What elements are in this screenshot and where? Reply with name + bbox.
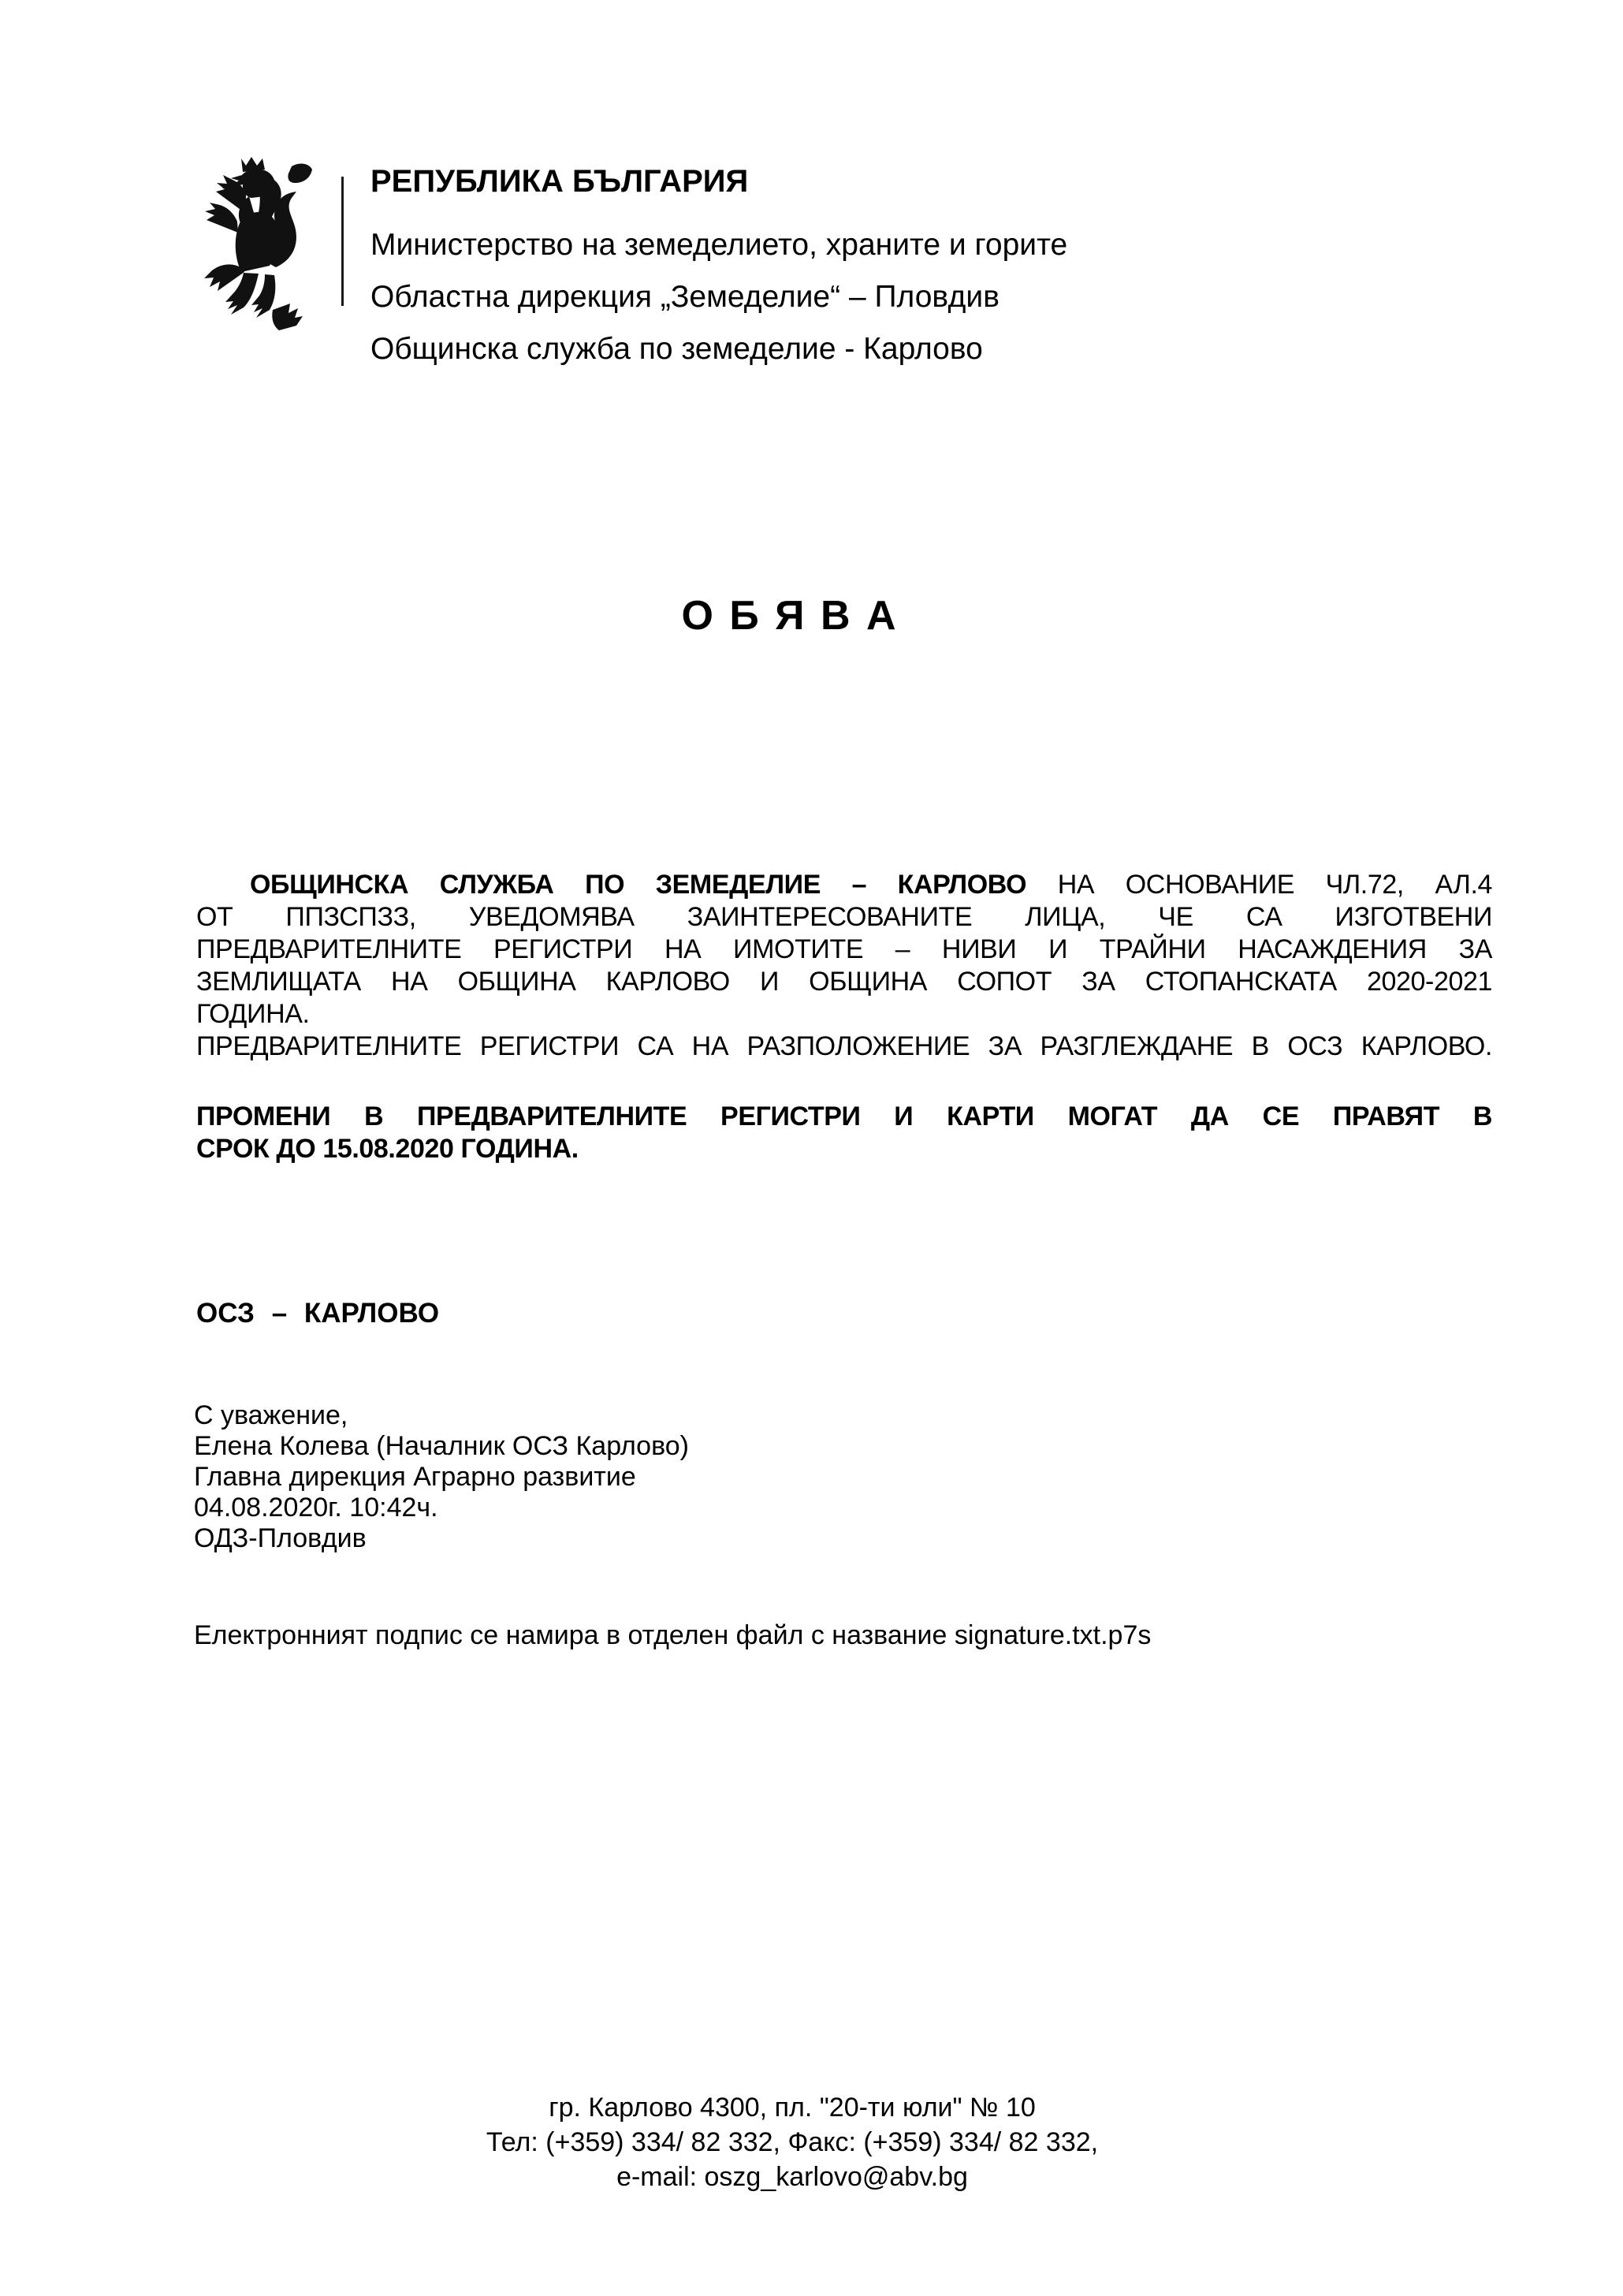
letterhead: [370, 162, 1067, 375]
document-title: О Б Я В А: [681, 593, 897, 639]
esignature-note: Електронният подпис се намира в отделен файл с название signature.txt.p7s: [194, 1620, 1152, 1650]
deadline-notice-paragraph: [196, 1101, 1492, 1165]
municipal-service-line: Общинска служба по земеделие - Карлово: [370, 332, 983, 366]
office-heading: ОСЗ – КАРЛОВО: [196, 1298, 440, 1329]
signer-name: Елена Колева (Началник ОСЗ Карлово): [194, 1431, 690, 1461]
signer-directorate: Главна дирекция Аграрно развитие: [194, 1462, 636, 1492]
header-separator: [341, 177, 344, 306]
signature-block: [194, 1400, 689, 1554]
legal-basis-text: НА ОСНОВАНИЕ ЧЛ.72, АЛ.4: [1026, 870, 1492, 900]
signature-datetime: 04.08.2020г. 10:42ч.: [194, 1493, 438, 1523]
footer-phone-fax: Тел: (+359) 334/ 82 332, Факс: (+359) 334/ 82 332,: [486, 2127, 1099, 2157]
paragraph-line: ГОДИНА.: [196, 999, 310, 1029]
coat-of-arms: [197, 156, 323, 333]
paragraph-line: ОТ ППЗСПЗЗ, УВЕДОМЯВА ЗАИНТЕРЕСОВАНИТЕ ЛИЦА, ЧЕ СА ИЗГОТВЕНИ: [196, 902, 1492, 932]
footer-address: гр. Карлово 4300, пл. "20-ти юли" № 10: [549, 2093, 1036, 2123]
paragraph-line: СРОК ДО 15.08.2020 ГОДИНА.: [196, 1134, 579, 1164]
bulgarian-lion-icon: [197, 156, 323, 333]
office-name-bold: ОБЩИНСКА СЛУЖБА ПО ЗЕМЕДЕЛИЕ – КАРЛОВО: [250, 870, 1027, 900]
paragraph-line: ЗЕМЛИЩАТА НА ОБЩИНА КАРЛОВО И ОБЩИНА СОПОТ ЗА СТОПАНСКАТА 2020-2021: [196, 967, 1492, 997]
footer-contact-block: [196, 2090, 1492, 2194]
paragraph-line: ПРОМЕНИ В ПРЕДВАРИТЕЛНИТЕ РЕГИСТРИ И КАРТИ МОГАТ ДА СЕ ПРАВЯТ В: [196, 1101, 1492, 1131]
paragraph-line: ПРЕДВАРИТЕЛНИТЕ РЕГИСТРИ НА ИМОТИТЕ – НИВИ И ТРАЙНИ НАСАЖДЕНИЯ ЗА: [196, 934, 1492, 964]
country-title: РЕПУБЛИКА БЪЛГАРИЯ: [370, 164, 749, 199]
paragraph-line: [196, 869, 1492, 901]
ministry-line: Министерство на земеделието, храните и горите: [370, 228, 1068, 262]
regional-directorate-line: Областна дирекция „Земеделие“ – Пловдив: [370, 280, 999, 314]
paragraph-line: ПРЕДВАРИТЕЛНИТЕ РЕГИСТРИ СА НА РАЗПОЛОЖЕНИЕ ЗА РАЗГЛЕЖДАНЕ В ОСЗ КАРЛОВО.: [196, 1031, 1492, 1061]
announcement-paragraph: [196, 869, 1492, 1063]
footer-email: e-mail: oszg_karlovo@abv.bg: [616, 2162, 968, 2192]
signer-office: ОДЗ-Пловдив: [194, 1523, 367, 1553]
salutation: С уважение,: [194, 1400, 348, 1430]
